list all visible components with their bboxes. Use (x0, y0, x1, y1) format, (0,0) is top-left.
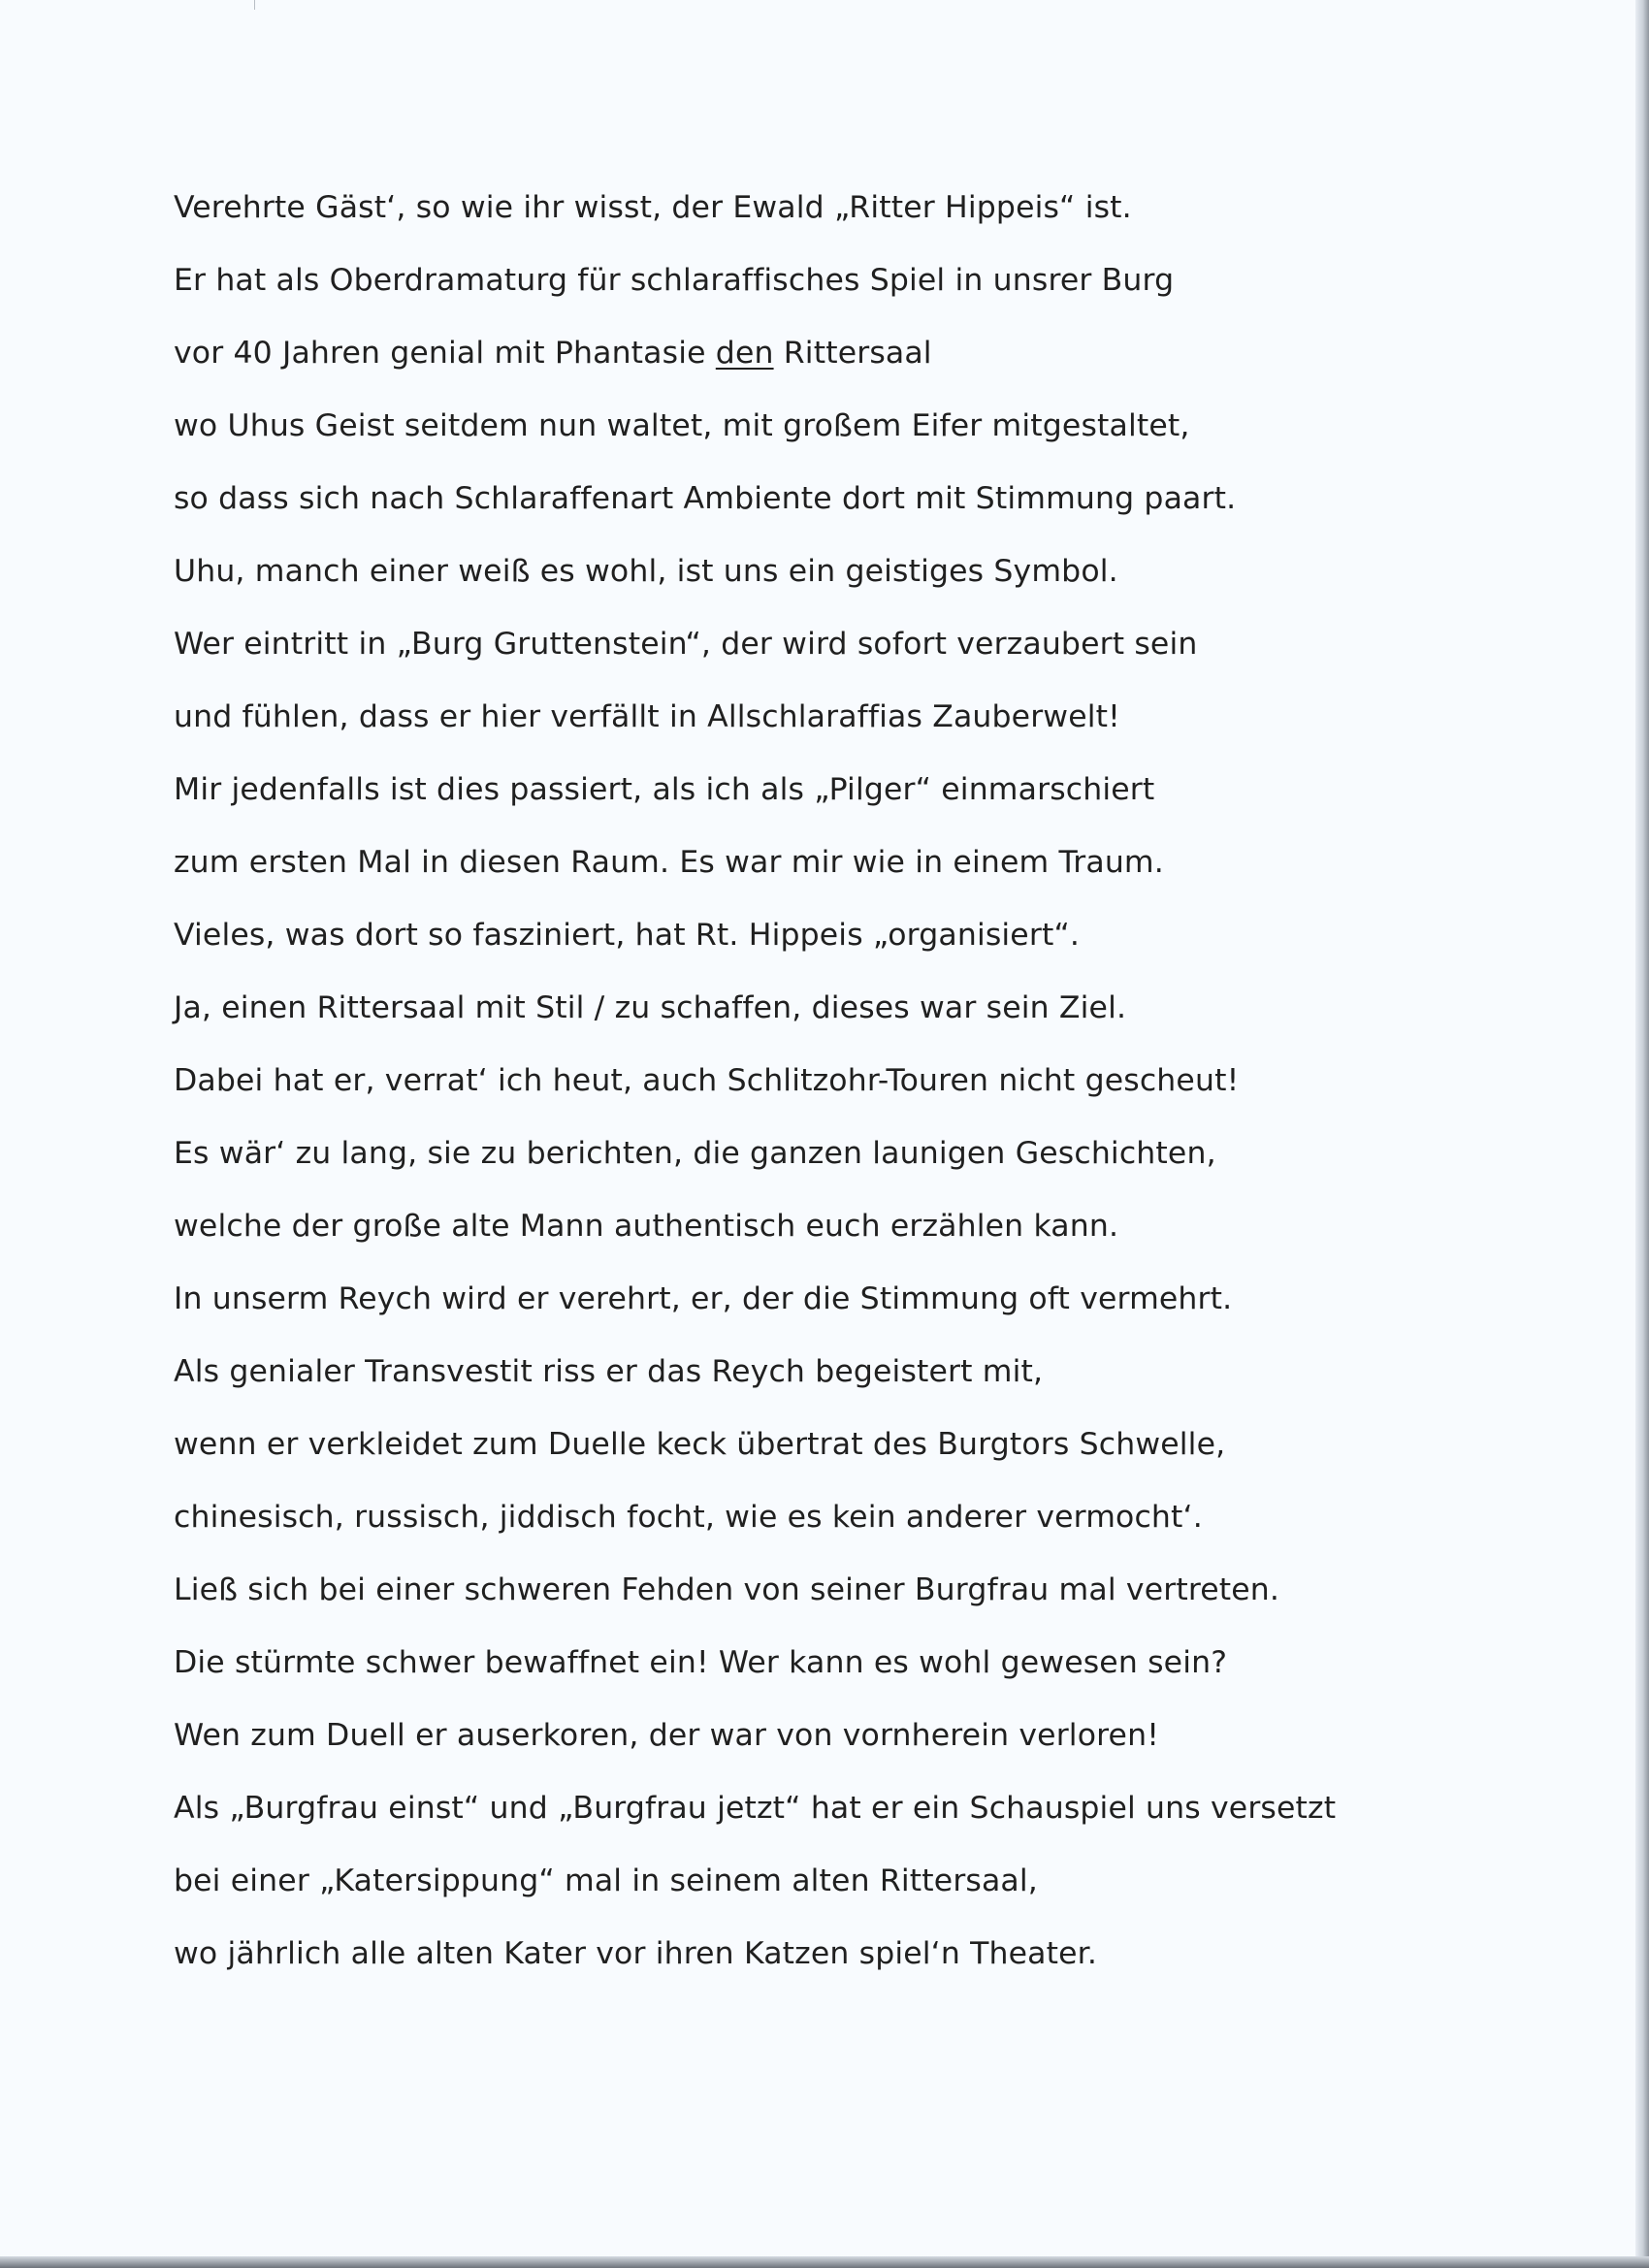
poem-line: Ließ sich bei einer schweren Fehden von seiner Burgfrau mal vertreten. (174, 1572, 1280, 1607)
poem-line: Mir jedenfalls ist dies passiert, als ich als „Pilger“ einmarschiert (174, 772, 1155, 807)
poem-line: zum ersten Mal in diesen Raum. Es war mir wie in einem Traum. (174, 845, 1164, 880)
poem-text (174, 182, 1590, 2001)
scan-border-bottom (0, 2256, 1649, 2268)
poem-line: wo jährlich alle alten Kater vor ihren Katzen spiel‘n Theater. (174, 1936, 1098, 1971)
poem-line: Es wär‘ zu lang, sie zu berichten, die ganzen launigen Geschichten, (174, 1136, 1216, 1171)
poem-line: Vieles, was dort so fasziniert, hat Rt. Hippeis „organisiert“. (174, 918, 1081, 953)
poem-line: Als genialer Transvestit riss er das Reych begeistert mit, (174, 1354, 1044, 1389)
poem-line: Ja, einen Rittersaal mit Stil / zu schaffen, dieses war sein Ziel. (174, 990, 1127, 1025)
poem-line: Er hat als Oberdramaturg für schlaraffisches Spiel in unsrer Burg (174, 263, 1175, 298)
poem-line: Dabei hat er, verrat‘ ich heut, auch Schlitzohr-Touren nicht gescheut! (174, 1063, 1240, 1098)
scan-mark (254, 0, 255, 10)
poem-line: Uhu, manch einer weiß es wohl, ist uns ein geistiges Symbol. (174, 554, 1118, 589)
poem-line: Verehrte Gäst‘, so wie ihr wisst, der Ewald „Ritter Hippeis“ ist. (174, 190, 1132, 225)
poem-line (174, 328, 1590, 401)
poem-line: welche der große alte Mann authentisch euch erzählen kann. (174, 1209, 1119, 1244)
underlined-word: den (715, 336, 774, 371)
poem-line: chinesisch, russisch, jiddisch focht, wie es kein anderer vermocht‘. (174, 1500, 1203, 1535)
poem-line-part: vor 40 Jahren genial mit Phantasie (174, 336, 716, 371)
poem-line: In unserm Reych wird er verehrt, er, der die Stimmung oft vermehrt. (174, 1281, 1233, 1316)
poem-line: Wer eintritt in „Burg Gruttenstein“, der wird sofort verzaubert sein (174, 627, 1198, 662)
poem-line: Die stürmte schwer bewaffnet ein! Wer kann es wohl gewesen sein? (174, 1645, 1228, 1680)
poem-line-part: Rittersaal (773, 336, 932, 371)
poem-line: so dass sich nach Schlaraffenart Ambiente dort mit Stimmung paart. (174, 481, 1237, 516)
scan-border-right (1635, 0, 1649, 2268)
poem-line: Als „Burgfrau einst“ und „Burgfrau jetzt“ hat er ein Schauspiel uns versetzt (174, 1791, 1337, 1826)
poem-line: wenn er verkleidet zum Duelle keck übertrat des Burgtors Schwelle, (174, 1427, 1226, 1462)
poem-line: und fühlen, dass er hier verfällt in Allschlaraffias Zauberwelt! (174, 699, 1120, 734)
poem-line: wo Uhus Geist seitdem nun waltet, mit großem Eifer mitgestaltet, (174, 408, 1190, 443)
poem-line: Wen zum Duell er auserkoren, der war von vornherein verloren! (174, 1718, 1159, 1753)
poem-line: bei einer „Katersippung“ mal in seinem alten Rittersaal, (174, 1863, 1038, 1898)
